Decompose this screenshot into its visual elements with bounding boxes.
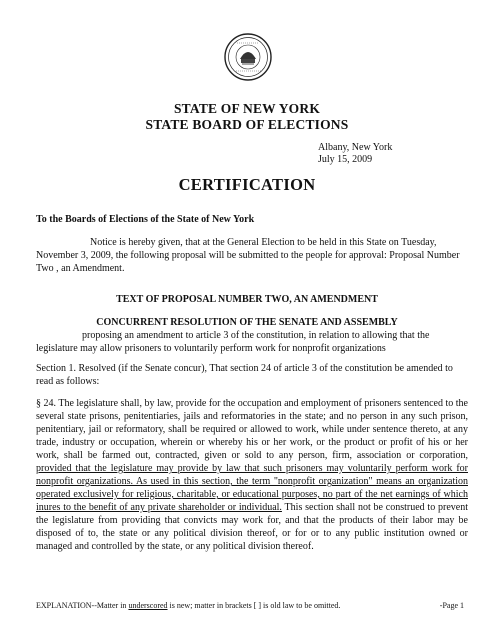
section-24-text-a: § 24. The legislature shall, by law, provide for the occupation and employment of prisoners sentenced to the several state prisons, penitentiaries, jails and reformatories in the state; and no person in any such prison, penitentiary, jail or reformatory, shall be required or allowed to work, while under sentence thereto, at any trade, industry or occupation, wherein or whereby his or her work, or the product or profit of his or her work, shall be farmed out, contracted, given or sold to any person, firm, association or corporation, — [36, 398, 468, 461]
footer-explanation — [36, 601, 340, 610]
dateline-place: Albany, New York — [318, 142, 393, 153]
document-title: CERTIFICATION — [178, 175, 316, 194]
state-seal-icon — [224, 33, 272, 81]
footer-explanation-suffix: is new; matter in brackets [ ] is old law to be omitted. — [167, 601, 341, 610]
text-heading: TEXT OF PROPOSAL NUMBER TWO, AN AMENDMENT — [116, 294, 378, 305]
header-state: STATE OF NEW YORK — [173, 101, 321, 116]
page-number: -Page 1 — [439, 601, 464, 610]
section-24-paragraph — [36, 397, 468, 553]
section-1-paragraph: Section 1. Resolved (if the Senate concur), That section 24 of article 3 of the constitution be amended to read as follows: — [36, 363, 453, 387]
header-board: STATE BOARD OF ELECTIONS — [145, 117, 349, 132]
addressee: To the Boards of Elections of the State of New York — [36, 214, 255, 225]
section-24-text-b: This section shall not be construed to prevent the legislature from providing that convicts may work for, and that the products of their labor may be disposed of to, the state or any political division thereof, or for or to any public institution owned or managed and controlled by the state, or any political division thereof. — [36, 502, 468, 552]
footer-explanation-underscored: underscored — [128, 601, 168, 610]
dateline-date: July 15, 2009 — [318, 154, 373, 165]
notice-paragraph: Notice is hereby given, that at the General Election to be held in this State on Tuesday, November 3, 2009, the following proposal will be submitted to the people for approval: Proposal Number Two , an Amendment. — [36, 237, 460, 274]
resolution-heading: CONCURRENT RESOLUTION OF THE SENATE AND ASSEMBLY — [96, 317, 398, 328]
proposing-paragraph: proposing an amendment to article 3 of the constitution, in relation to allowing that the legislature may allow prisoners to voluntarily perform work for nonprofit organizations — [36, 330, 430, 354]
section-24-new-text: provided that the legislature may provide by law that such prisoners may voluntarily perform work for nonprofit organizations. As used in this section, the term "nonprofit organization" means an organization operated exclusively for religious, charitable, or educational purposes, no part of the net earnings of which inures to the benefit of any private shareholder or individual. — [36, 463, 468, 513]
footer-explanation-prefix: EXPLANATION--Matter in — [36, 601, 129, 610]
